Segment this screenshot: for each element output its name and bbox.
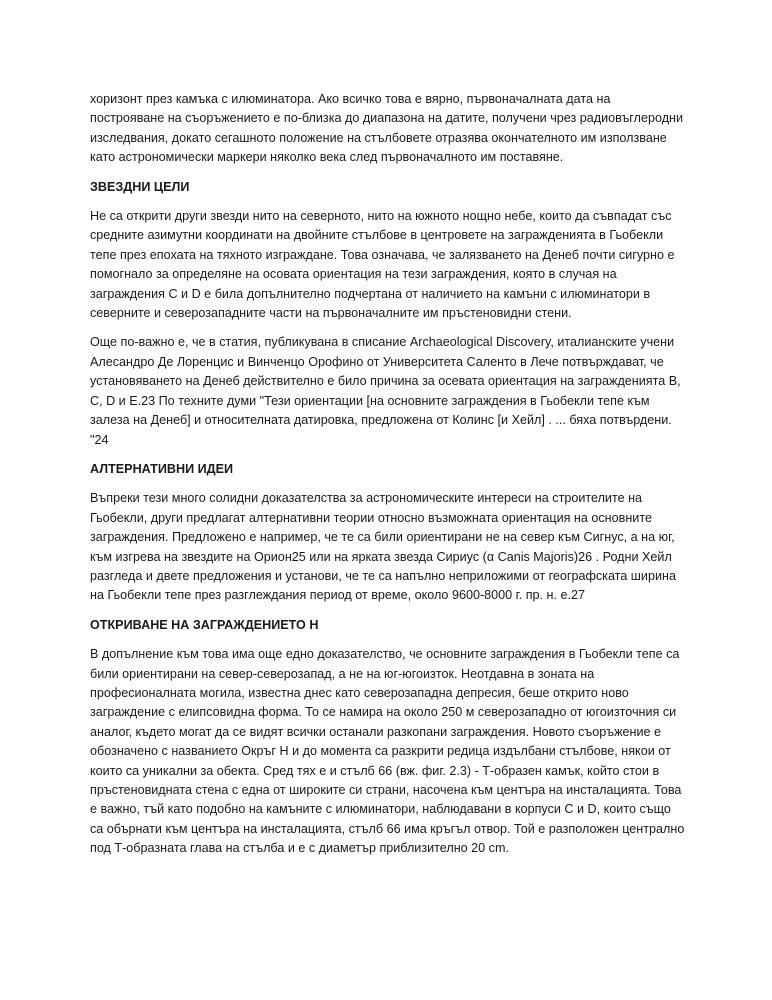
heading-enclosure-h: ОТКРИВАНЕ НА ЗАГРАЖДЕНИЕТО H — [90, 617, 319, 632]
paragraph-archaeological-discovery: Още по-важно е, че в статия, публикувана в списание Archaeological Discovery, италианските учени Алесандро Де Лоренцис и Винченцо Орофино от Университета Саленто в Лече потвърждават, че установяването на Денеб действително е било причина за осевата ориентация на загражденията B, C, D и E.23 По техните думи "Тези ориентации [на основните заграждения в Гьобекли тепе към залеза на Денеб] и относителната датировка, предложена от Колинс [и Хейл] . ... бяха потвърдени. "24 — [90, 335, 681, 447]
heading-alternative-ideas: АЛТЕРНАТИВНИ ИДЕИ — [90, 461, 234, 476]
paragraph-intro: хоризонт през камъка с илюминатора. Ако всичко това е вярно, първоначалната дата на построяване на съоръжението е по-близка до диапазона на датите, получени чрез радиовъглеродни изследвания, докато сегашното положение на стълбовете отразява окончателното им използване като астрономически маркери няколко века след първоначалното им поставяне. — [90, 92, 684, 165]
paragraph-alternative-theories: Въпреки тези много солидни доказателства за астрономическите интереси на строителите на Гьобекли, други предлагат алтернативни теории относно възможната ориентация на основните заграждения. Предложено е например, че те са били ориентирани не на север към Сигнус, а на юг, към изгрева на звездите на Орион25 или на ярката звезда Сириус (α Canis Majoris)26 . Родни Хейл разгледа и двете предложения и установи, че те са напълно неприложими от географската ширина на Гьобекли тепе през разглеждания период от време, около 9600-8000 г. пр. н. е.27 — [90, 491, 676, 603]
document-page — [90, 90, 686, 869]
paragraph-enclosure-h: В допълнение към това има още едно доказателство, че основните заграждения в Гьобекли тепе са били ориентирани на север-северозапад, а не на юг-югоизток. Неотдавна в зоната на професионалната могила, известна днес като северозападна депресия, беше открито ново заграждение с елипсовидна форма. То се намира на около 250 м северозападно от югоизточния си аналог, където могат да се видят всички останали разкопани заграждения. Новото съоръжение е обозначено с названието Окръг H и до момента са разкрити редица издълбани стълбове, някои от които са уникални за обекта. Сред тях е и стълб 66 (вж. фиг. 2.3) - Т-образен камък, който стои в пръстеновидната стена с една от широките си страни, насочена към центъра на инсталацията. Това е важно, тъй като подобно на камъните с илюминатори, наблюдавани в корпуси C и D, които също са обърнати към центъра на инсталацията, стълб 66 има кръгъл отвор. Той е разположен централно под Т-образната глава на стълба и е с диаметър приблизително 20 cm. — [90, 647, 685, 856]
heading-star-targets: ЗВЕЗДНИ ЦЕЛИ — [90, 179, 190, 194]
paragraph-deneb-orientation: Не са открити други звезди нито на северното, нито на южното нощно небе, които да съвпадат със средните азимутни координати на двойните стълбове в центровете на загражденията в Гьобекли тепе през епохата на тяхното изграждане. Това означава, че залязването на Денеб почти сигурно е помогнало за определяне на осовата ориентация на тези заграждения, която в случая на заграждения C и D е била допълнително подчертана от наличието на камъни с илюминатори в северните и северозападните части на първоначалните им пръстеновидни стени. — [90, 209, 675, 321]
